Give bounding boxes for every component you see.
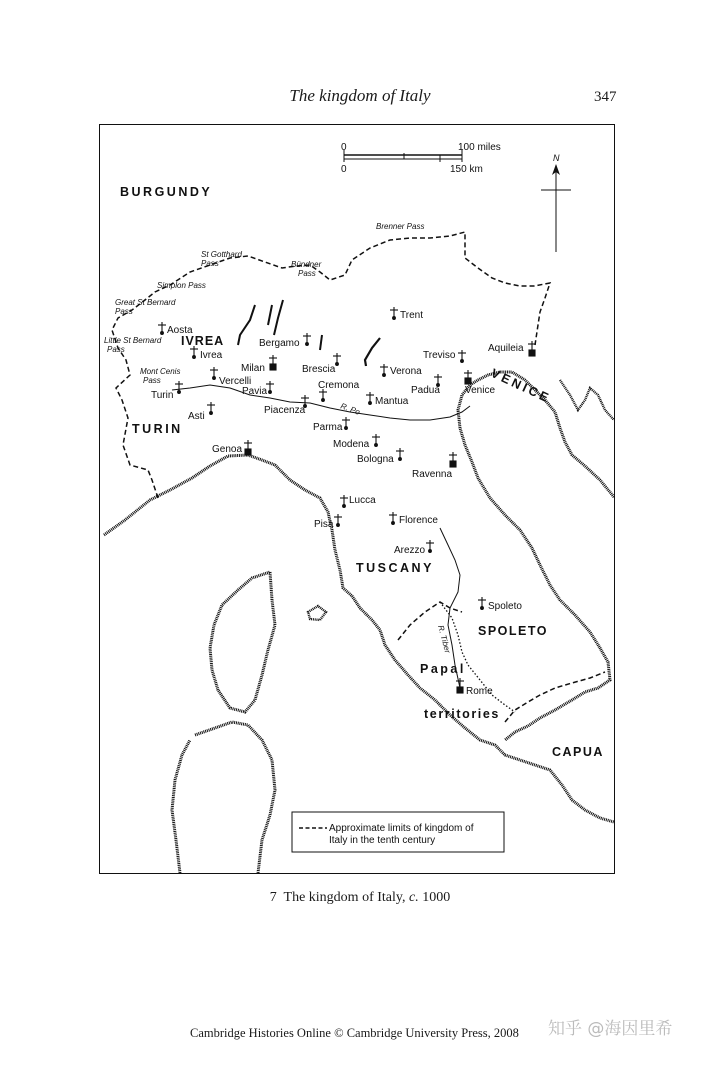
region-tuscany: TUSCANY	[356, 561, 434, 575]
pass-brenner: Brenner Pass	[376, 222, 425, 231]
pass-st-gotthard-1: St Gotthard	[201, 250, 242, 259]
watermark: 知乎 @海因里希	[548, 1019, 673, 1039]
marker-asti	[207, 402, 215, 414]
region-turin: TURIN	[132, 422, 183, 436]
city-turin: Turin	[151, 390, 174, 401]
city-ravenna: Ravenna	[412, 469, 453, 480]
city-florence: Florence	[399, 515, 438, 526]
north-label: N	[553, 153, 560, 163]
city-treviso: Treviso	[423, 350, 456, 361]
city-padua: Padua	[411, 385, 440, 396]
coastline-west	[104, 455, 614, 822]
city-aquileia: Aquileia	[488, 343, 524, 354]
region-papal-1: Papal	[420, 662, 466, 676]
marker-aosta	[158, 322, 166, 334]
city-aosta: Aosta	[167, 325, 193, 336]
city-spoleto: Spoleto	[488, 601, 522, 612]
region-capua: CAPUA	[552, 745, 604, 759]
river-po-label: R. Po	[339, 401, 362, 417]
city-ivrea: Ivrea	[200, 350, 223, 361]
city-vercelli: Vercelli	[219, 376, 252, 387]
scale-km: 150 km	[450, 164, 483, 175]
region-spoleto: SPOLETO	[478, 624, 549, 638]
city-modena: Modena	[333, 439, 370, 450]
marker-lucca	[340, 495, 348, 507]
marker-bologna	[396, 448, 404, 460]
marker-treviso	[458, 350, 466, 362]
pass-little-st-bernard-1: Little St Bernard	[104, 336, 162, 345]
city-brescia: Brescia	[302, 364, 336, 375]
city-milan: Milan	[241, 363, 265, 374]
elba	[308, 606, 326, 620]
marker-turin	[175, 381, 183, 393]
map-legend	[292, 812, 504, 852]
pass-st-gotthard-2: Pass	[201, 259, 219, 268]
page-number: 347	[594, 89, 617, 105]
marker-spoleto	[478, 597, 486, 609]
lake-maggiore	[238, 305, 255, 345]
pass-mont-cenis-1: Mont Cenis	[140, 367, 181, 376]
scale-miles: 100 miles	[458, 142, 501, 153]
marker-vercelli	[210, 367, 218, 379]
caption-number: 7	[269, 890, 277, 905]
marker-trent	[390, 307, 398, 319]
legend-line-1: Approximate limits of kingdom of	[329, 823, 474, 834]
pass-bundner-2: Pass	[298, 269, 316, 278]
city-trent: Trent	[400, 310, 423, 321]
marker-milan	[269, 355, 277, 370]
marker-ravenna	[449, 452, 457, 467]
city-bergamo: Bergamo	[259, 338, 300, 349]
north-arrow-icon	[541, 153, 571, 252]
pass-bundner-1: Bündner	[291, 260, 322, 269]
pass-little-st-bernard-2: Pass	[107, 345, 125, 354]
legend-line-2: Italy in the tenth century	[329, 835, 436, 846]
marker-mantua	[366, 392, 374, 404]
region-ivrea: IVREA	[181, 334, 225, 348]
city-pavia: Pavia	[242, 386, 268, 397]
region-burgundy: BURGUNDY	[120, 185, 213, 199]
city-genoa: Genoa	[212, 444, 243, 455]
coastline-istria	[560, 380, 614, 420]
marker-parma	[342, 417, 350, 429]
lake-iseo	[320, 335, 322, 350]
scale-zero-km: 0	[341, 164, 347, 175]
marker-verona	[380, 364, 388, 376]
city-cremona: Cremona	[318, 380, 360, 391]
pass-simplon: Simplon Pass	[157, 281, 206, 290]
lake-como	[268, 300, 283, 335]
sardinia	[172, 722, 275, 873]
figure-caption	[0, 890, 720, 906]
city-piacenza: Piacenza	[264, 405, 306, 416]
city-asti: Asti	[188, 411, 205, 422]
city-parma: Parma	[313, 422, 343, 433]
region-venice: VENICE	[488, 366, 554, 406]
pass-mont-cenis-2: Pass	[143, 376, 161, 385]
scale-zero-miles: 0	[341, 142, 347, 153]
marker-florence	[389, 512, 397, 524]
marker-bergamo	[303, 333, 311, 345]
pass-great-st-bernard-1: Great St Bernard	[115, 298, 176, 307]
city-mantua: Mantua	[375, 396, 409, 407]
marker-genoa	[244, 440, 252, 455]
marker-pavia	[266, 381, 274, 393]
city-rome: Rome	[466, 686, 493, 697]
city-arezzo: Arezzo	[394, 545, 426, 556]
lake-garda	[365, 338, 380, 366]
marker-modena	[372, 434, 380, 446]
river-tiber-label: R. Tiber	[436, 624, 453, 654]
city-lucca: Lucca	[349, 495, 376, 506]
marker-venice	[464, 370, 472, 384]
caption-year: 1000	[422, 890, 451, 905]
scale-bar	[341, 142, 501, 175]
city-venice: Venice	[465, 385, 496, 396]
pass-great-st-bernard-2: Pass	[115, 307, 133, 316]
caption-circa: c.	[408, 890, 419, 905]
city-pisa: Pisa	[314, 519, 334, 530]
corsica	[210, 572, 275, 712]
city-bologna: Bologna	[357, 454, 394, 465]
region-papal-2: territories	[424, 707, 500, 721]
marker-pisa	[334, 514, 342, 526]
caption-text: The kingdom of Italy,	[283, 890, 406, 905]
running-head: The kingdom of Italy	[289, 86, 431, 105]
marker-rome	[456, 678, 464, 693]
footer-copyright: Cambridge Histories Online © Cambridge University Press, 2008	[190, 1026, 519, 1040]
coastline-east	[458, 372, 614, 740]
marker-arezzo	[426, 540, 434, 552]
city-verona: Verona	[390, 366, 422, 377]
